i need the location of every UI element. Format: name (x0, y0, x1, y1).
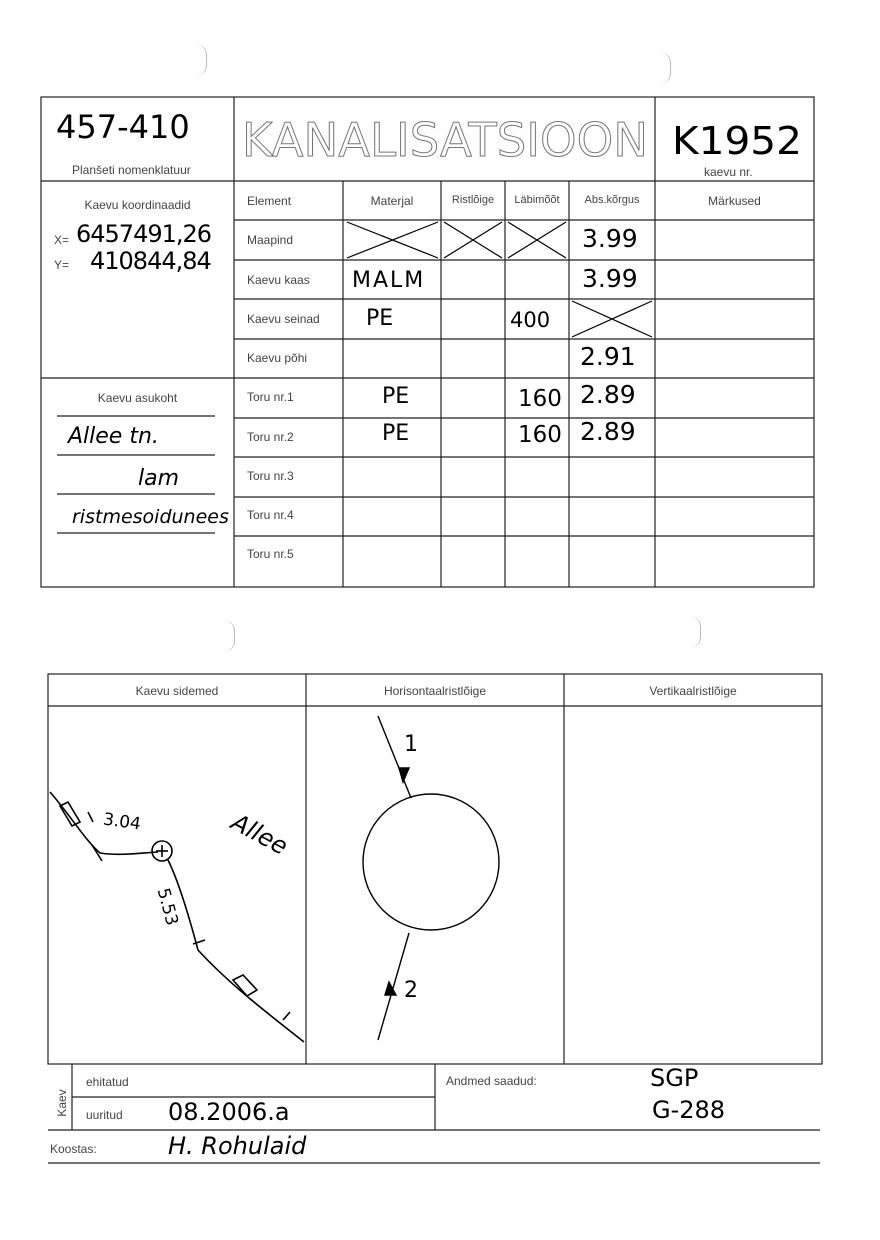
row-diameter: 400 (510, 308, 551, 332)
coordinates-label: Kaevu koordinaadid (84, 198, 191, 212)
y-prefix: Y= (54, 258, 70, 272)
row-elevation: 2.91 (580, 342, 636, 371)
side-label: Kaev (55, 1089, 69, 1117)
row-element: Toru nr.1 (247, 390, 294, 404)
location-line-2: lam (138, 466, 180, 491)
row-elevation: 3.99 (582, 224, 638, 253)
col-header-material: Materjal (370, 194, 414, 208)
row-diameter: 160 (518, 422, 562, 448)
row-element: Toru nr.5 (247, 547, 294, 561)
distance-label-2: 5.53 (152, 886, 182, 928)
row-element: Kaevu seinad (247, 312, 320, 326)
surveyed-label: uuritud (86, 1108, 123, 1122)
row-elevation: 2.89 (580, 380, 636, 409)
sketch-header-vertical: Vertikaalristlõige (649, 684, 737, 698)
col-header-remarks: Märkused (708, 194, 761, 208)
col-header-abs-elevation: Abs.kõrgus (584, 194, 640, 206)
svg-text:K1952: K1952 (672, 119, 802, 163)
surveyed-value: 08.2006.a (168, 1098, 290, 1126)
col-header-cross-section: Ristlõige (451, 194, 495, 206)
row-material: PE (382, 384, 410, 409)
well-number-label: kaevu nr. (704, 165, 753, 179)
row-element: Toru nr.2 (247, 430, 294, 444)
x-coordinate: 6457491,26 (76, 220, 212, 248)
sketch-header-horizontal: Horisontaalristlõige (383, 684, 487, 698)
col-header-diameter: Läbimõõt (514, 194, 560, 206)
row-elevation: 2.89 (580, 417, 636, 446)
data-source-value-2: G-288 (652, 1096, 726, 1124)
compiler-label: Koostas: (50, 1142, 97, 1156)
x-prefix: X= (54, 233, 70, 247)
distance-label-1: 3.04 (101, 809, 143, 835)
location-line-1: Allee tn. (68, 424, 159, 449)
location-line-3: ristmesoidunees (72, 506, 229, 528)
row-material: PE (366, 306, 394, 331)
horizontal-section (363, 716, 499, 1040)
svg-text:KANALISATSIOON: KANALISATSIOON (242, 113, 648, 167)
data-source-value-1: SGP (650, 1064, 699, 1092)
row-element: Toru nr.4 (247, 508, 294, 522)
row-element: Maapind (247, 233, 294, 247)
pipe-label-2: 2 (404, 978, 418, 1003)
col-header-element: Element (247, 194, 292, 208)
built-label: ehitatud (86, 1075, 129, 1089)
row-elevation: 3.99 (582, 264, 638, 293)
nomenclature-value: 457-410 (56, 108, 190, 146)
y-coordinate: 410844,84 (90, 247, 211, 275)
row-material: MALM (352, 268, 426, 293)
row-element: Kaevu põhi (247, 351, 308, 365)
data-source-label: Andmed saadud: (446, 1074, 537, 1088)
sketch-header-connections: Kaevu sidemed (135, 684, 219, 698)
location-label: Kaevu asukoht (97, 391, 178, 405)
row-element: Toru nr.3 (247, 469, 294, 483)
compiler-value: H. Rohulaid (168, 1132, 307, 1160)
row-element: Kaevu kaas (247, 273, 310, 287)
street-label: Allee (226, 808, 293, 861)
row-diameter: 160 (518, 386, 562, 412)
pipe-label-1: 1 (404, 732, 418, 757)
nomenclature-label: Planšeti nomenklatuur (72, 163, 191, 177)
row-material: PE (382, 421, 410, 446)
